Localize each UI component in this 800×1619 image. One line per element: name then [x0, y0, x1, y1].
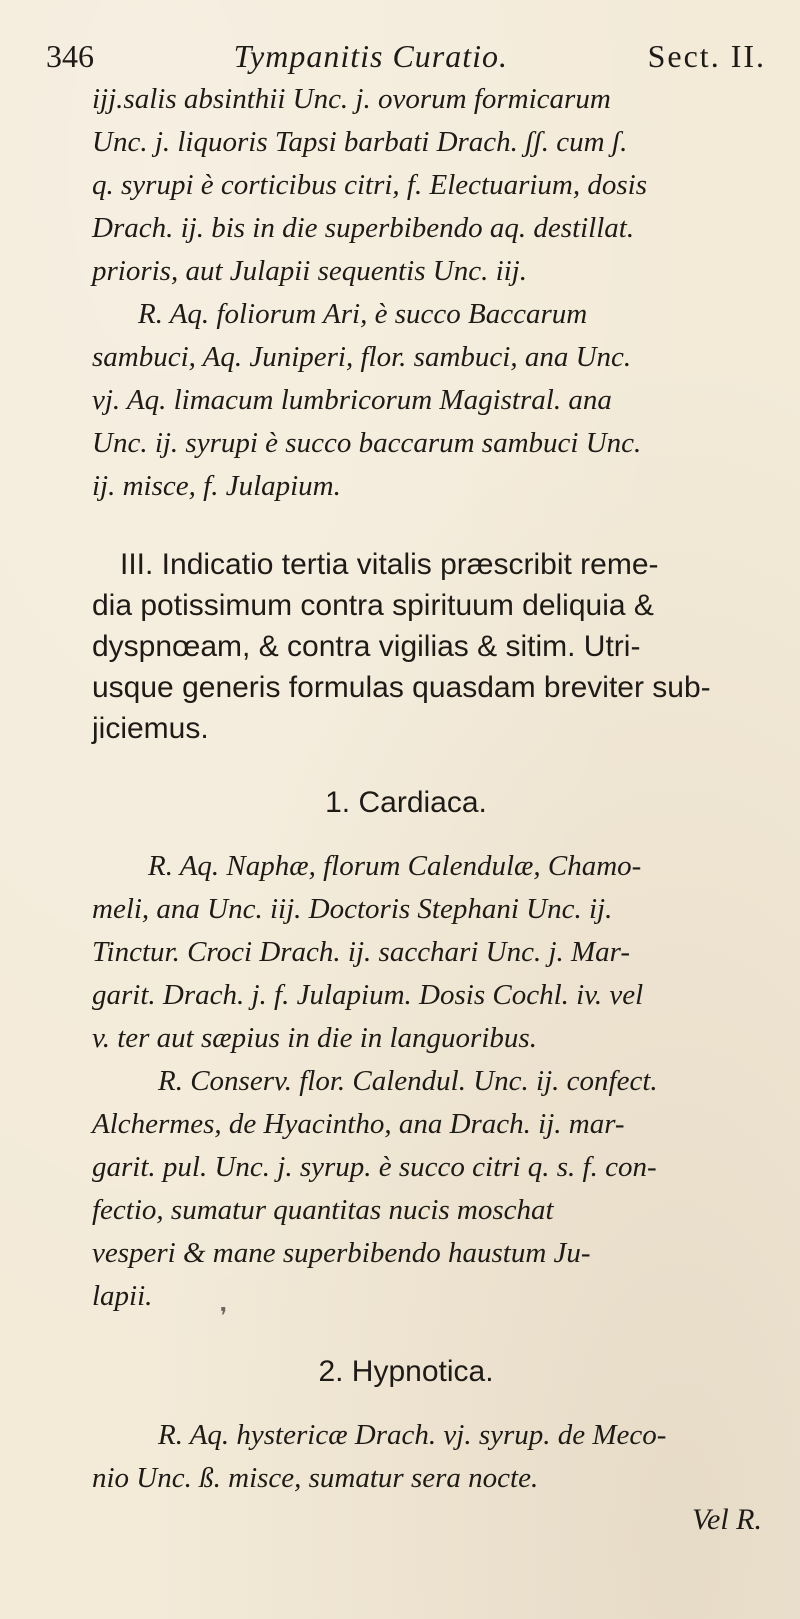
page-number: 346 — [46, 38, 94, 74]
text-line: Alchermes, de Hyacintho, ana Drach. ij. mar- — [92, 1108, 625, 1140]
text-line: vesperi & mane superbibendo haustum Ju- — [92, 1237, 591, 1269]
text-line: meli, ana Unc. iij. Doctoris Stephani Unc. ij. — [92, 893, 613, 925]
text-line: prioris, aut Julapii sequentis Unc. iij. — [92, 255, 527, 287]
recipe-julapium — [46, 293, 766, 508]
text-line: garit. Drach. j. f. Julapium. Dosis Cochl. iv. vel — [92, 979, 644, 1011]
text-line: vj. Aq. limacum lumbricorum Magistral. ana — [92, 384, 612, 416]
section-marker: Sect. II. — [647, 38, 766, 74]
section-heading-cardiaca: 1. Cardiaca. — [325, 786, 487, 819]
text-line: R. Aq. foliorum Ari, è succo Baccarum — [138, 298, 588, 330]
running-head — [46, 38, 766, 78]
text-line: q. syrupi è corticibus citri, f. Electuarium, dosis — [92, 169, 647, 201]
recipe-cardiaca-1 — [46, 845, 766, 1060]
text-line: jiciemus. — [92, 712, 209, 745]
text-line: Tinctur. Croci Drach. ij. sacchari Unc. j. Mar- — [92, 936, 631, 968]
text-line: dyspnœam, & contra vigilias & sitim. Utri- — [92, 630, 641, 663]
text-line: ij. misce, f. Julapium. — [92, 470, 341, 502]
running-title: Tympanitis Curatio. — [233, 38, 509, 74]
catchword: Vel R. — [692, 1503, 762, 1536]
text-line: R. Aq. hystericæ Drach. vj. syrup. de Meco- — [158, 1419, 667, 1451]
section-heading-hypnotica: 2. Hypnotica. — [318, 1355, 494, 1388]
text-line: R. Aq. Naphæ, florum Calendulæ, Chamo- — [148, 850, 642, 882]
recipe-hypnotica — [46, 1414, 766, 1500]
text-line: Unc. j. liquoris Tapsi barbati Drach. ʃʃ. cum ʃ. — [92, 126, 628, 158]
text-line: fectio, sumatur quantitas nucis moschat — [92, 1194, 554, 1226]
indicatio-paragraph — [46, 544, 766, 749]
text-line: Drach. ij. bis in die superbibendo aq. destillat. — [92, 212, 635, 244]
text-line: R. Conserv. flor. Calendul. Unc. ij. confect. — [158, 1065, 658, 1097]
text-line: usque generis formulas quasdam breviter sub- — [92, 671, 711, 704]
recipe-cardiaca-2 — [46, 1060, 766, 1318]
text-line: dia potissimum contra spirituum deliquia & — [92, 589, 654, 622]
text-line: III. Indicatio tertia vitalis præscribit reme- — [120, 548, 659, 581]
text-line: sambuci, Aq. Juniperi, flor. sambuci, ana Unc. — [92, 341, 632, 373]
text-line: ijj.salis absinthii Unc. j. ovorum formicarum — [92, 83, 611, 115]
text-line: lapii. — [92, 1280, 153, 1312]
text-line: v. ter aut sæpius in die in languoribus. — [92, 1022, 537, 1054]
text-line: nio Unc. ß. misce, sumatur sera nocte. — [92, 1462, 539, 1494]
ink-blot-icon: ❜ — [220, 1304, 228, 1329]
text-line: garit. pul. Unc. j. syrup. è succo citri q. s. f. con- — [92, 1151, 657, 1183]
recipe-continuation — [46, 78, 766, 293]
text-line: Unc. ij. syrupi è succo baccarum sambuci Unc. — [92, 427, 642, 459]
